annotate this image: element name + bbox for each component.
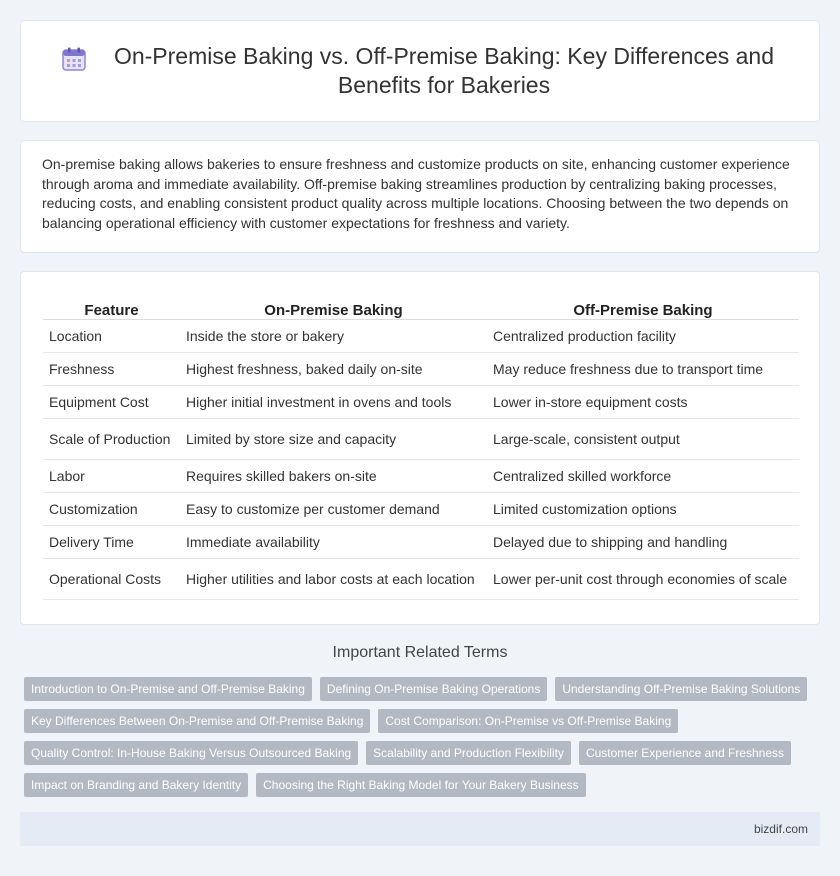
title-wrap — [61, 42, 779, 100]
table-row — [43, 559, 799, 600]
on-premise-cell: Limited by store size and capacity — [180, 419, 487, 460]
on-premise-cell: Higher initial investment in ovens and tools — [180, 386, 487, 419]
related-term-tag[interactable]: Choosing the Right Baking Model for Your Bakery Business — [256, 773, 586, 797]
feature-cell: Customization — [43, 493, 180, 526]
related-term-tag[interactable]: Key Differences Between On-Premise and Off-Premise Baking — [24, 709, 370, 733]
calendar-icon — [61, 46, 87, 72]
off-premise-cell: Large-scale, consistent output — [487, 419, 799, 460]
feature-cell: Equipment Cost — [43, 386, 180, 419]
intro-text: On-premise baking allows bakeries to ensure freshness and customize products on site, enhancing customer experience through aroma and immediate availability. Off-premise baking streamlines production by centralizing baking processes, reducing costs, and enabling consistent product quality across multiple locations. Choosing between the two depends on balancing operational efficiency with customer expectations for freshness and variety. — [42, 156, 790, 231]
table-header-row — [43, 294, 799, 320]
tag-row — [24, 677, 824, 701]
header-feature: Feature — [43, 294, 180, 320]
related-term-tag[interactable]: Defining On-Premise Baking Operations — [320, 677, 547, 701]
feature-cell: Location — [43, 320, 180, 353]
intro-card — [20, 140, 820, 253]
related-term-tag[interactable]: Scalability and Production Flexibility — [366, 741, 571, 765]
page-title: On-Premise Baking vs. Off-Premise Baking: Key Differences and Benefits for Bakeries — [113, 43, 775, 98]
related-terms-tags — [24, 677, 824, 805]
table-row — [43, 320, 799, 353]
related-terms-title: Important Related Terms — [332, 644, 508, 661]
off-premise-cell: Centralized production facility — [487, 320, 799, 353]
related-term-tag[interactable]: Customer Experience and Freshness — [579, 741, 791, 765]
on-premise-cell: Easy to customize per customer demand — [180, 493, 487, 526]
comparison-table — [43, 294, 799, 600]
table-row — [43, 386, 799, 419]
footer-brand[interactable]: bizdif.com — [753, 822, 808, 836]
related-term-tag[interactable]: Introduction to On-Premise and Off-Premise Baking — [24, 677, 312, 701]
off-premise-cell: Lower per-unit cost through economies of scale — [487, 559, 799, 600]
feature-cell: Operational Costs — [43, 559, 180, 600]
comparison-table-card — [20, 271, 820, 625]
on-premise-cell: Requires skilled bakers on-site — [180, 460, 487, 493]
feature-cell: Delivery Time — [43, 526, 180, 559]
on-premise-cell: Immediate availability — [180, 526, 487, 559]
related-term-tag[interactable]: Cost Comparison: On-Premise vs Off-Premise Baking — [378, 709, 678, 733]
related-term-tag[interactable]: Quality Control: In-House Baking Versus Outsourced Baking — [24, 741, 358, 765]
table-row — [43, 526, 799, 559]
header-on-premise: On-Premise Baking — [180, 294, 487, 320]
related-term-tag[interactable]: Understanding Off-Premise Baking Solutions — [555, 677, 807, 701]
header-off-premise: Off-Premise Baking — [487, 294, 799, 320]
table-row — [43, 460, 799, 493]
off-premise-cell: Centralized skilled workforce — [487, 460, 799, 493]
table-row — [43, 419, 799, 460]
tag-row — [24, 709, 824, 733]
feature-cell: Labor — [43, 460, 180, 493]
feature-cell: Scale of Production — [43, 419, 180, 460]
table-row — [43, 493, 799, 526]
feature-cell: Freshness — [43, 353, 180, 386]
off-premise-cell: Delayed due to shipping and handling — [487, 526, 799, 559]
on-premise-cell: Higher utilities and labor costs at each location — [180, 559, 487, 600]
tag-row — [24, 741, 824, 765]
on-premise-cell: Inside the store or bakery — [180, 320, 487, 353]
on-premise-cell: Highest freshness, baked daily on-site — [180, 353, 487, 386]
footer — [20, 812, 820, 846]
off-premise-cell: Lower in-store equipment costs — [487, 386, 799, 419]
related-term-tag[interactable]: Impact on Branding and Bakery Identity — [24, 773, 248, 797]
tag-row — [24, 773, 824, 797]
off-premise-cell: May reduce freshness due to transport time — [487, 353, 799, 386]
table-row — [43, 353, 799, 386]
header-card — [20, 20, 820, 122]
off-premise-cell: Limited customization options — [487, 493, 799, 526]
